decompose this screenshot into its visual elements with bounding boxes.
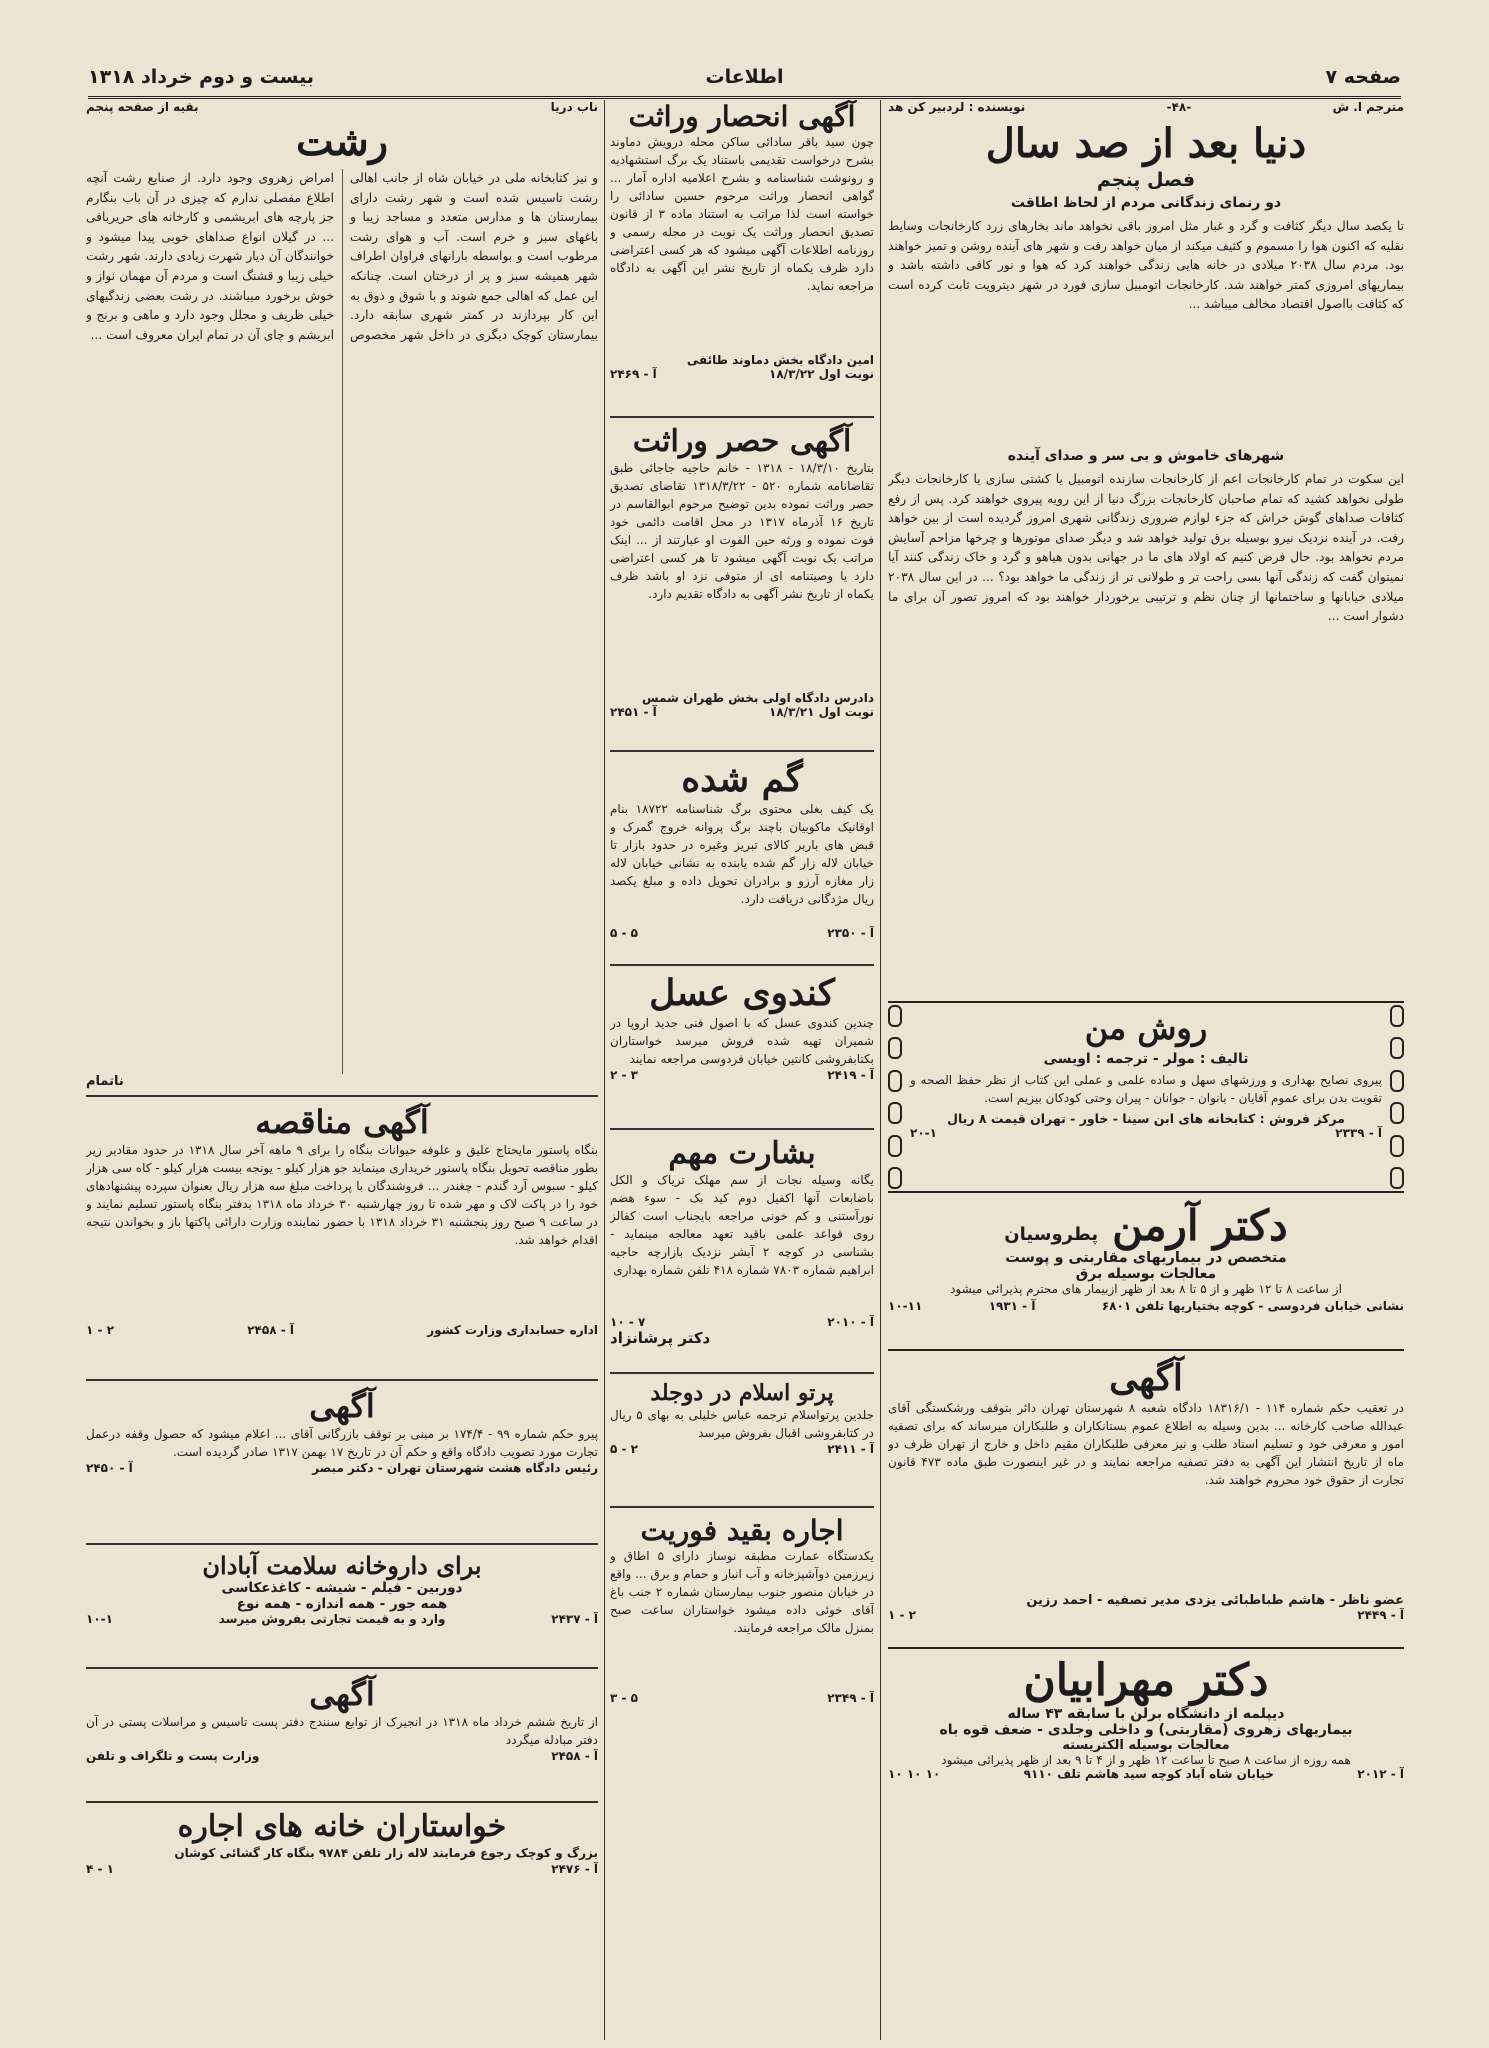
column-right xyxy=(888,100,1404,2040)
ad-line: همه جور - همه اندازه - همه نوع xyxy=(236,1596,448,1612)
ad-code: آ - ۲۳۵۰ ۵ - ۵ xyxy=(610,926,874,940)
article-header xyxy=(86,100,598,114)
ad-code: آ - ۲۴۴۹ ۲ - ۱ xyxy=(888,1608,1404,1622)
ad-surname: پطروسیان xyxy=(1004,1224,1099,1245)
ad-good-news xyxy=(610,1136,874,1366)
column-left xyxy=(86,100,598,2040)
ad-sale-info: مرکز فروش : کتابخانه های ابن سینا - خاور - تهران قیمت ۸ ریال xyxy=(947,1111,1345,1126)
ad-code: اداره حسابداری وزارت کشور آ - ۲۴۵۸ ۲ - ۱ xyxy=(86,1323,598,1337)
ad-line: متخصص در بیماریهای مقاربتی و پوست xyxy=(1005,1250,1287,1266)
ad-text: بنگاه پاستور مایحتاج علیق و علوفه حیوانات بنگاه را برای ۹ ماهه آخر سال ۱۳۱۸ در حدود مقادیر زیر بطور مناقصه تحویل بنگاه پاستور خریداری مینماید جو هزار کیلو - یونجه بیست هزار کیلو - کاه سی هزار کیلو - سبوس آرد گندم - چغندر ... فروشندگان با پرداخت مبلغ سه هزار ریال بعنوان سپرده پیشنهادهای خود را در پاکت لاک و مهر شده تا روز چهارشنبه ۳۰ خرداد ماه ۱۳۱۸ بدفتر بنگاه پاستور تسلیم نمایند و در ساعت ۹ صبح روز پنجشنبه ۳۱ خرداد ۱۳۱۸ با حضور نماینده وزارت دارائی پاکتها باز و بخواندن نتیجه اقدام خواهد شد. xyxy=(86,1143,598,1247)
ad-code: آ - ۲۴۱۹ ۳ - ۲ xyxy=(610,1068,874,1082)
ad-inheritance-2 xyxy=(610,424,874,744)
border-ornament xyxy=(1390,1003,1404,1191)
ad-lost xyxy=(610,758,874,958)
ad-text: در تعقیب حکم شماره ۱۱۴ - ۱۸۳۱۶/۱ دادگاه شعبه ۸ شهرستان تهران دائر بتوقف ورشکستگی آقای عبدالله صاحب کارخانه ... بدین وسیله به اطلاع عموم بستانکاران و طلبکاران میرساند که برای تصفیه امور و معرفی خود و تسلیم اسناد طلب و نیز معرفی طلبکاران مقیم داخل و خارج از تهران ظرف دو ماه از تاریخ انتشار این آگهی به دفتر تصفیه مراجعه نمایند و در غیر اینصورت طبق ماده ۴۷۳ قانون تجارت از حقوق خود محروم خواهند شد. xyxy=(888,1401,1404,1487)
ad-code: آ - ۲۳۳۹ ۲۰-۱ xyxy=(910,1126,1382,1140)
ad-book xyxy=(888,1001,1404,1193)
ad-signature: دکتر پرشانزاد xyxy=(610,1329,711,1347)
ad-doctor-mehrabian xyxy=(888,1655,1404,1815)
ad-line: بیماریهای زهروی (مقاربتی) و داخلی وجلدی - ضعف قوه باه xyxy=(939,1722,1353,1738)
ad-text: یگانه وسیله نجات از سم مهلک تریاک و الکل باضابعات آنها اکفیل دوم کید بک - سوء هضم نورآستنی و کم خونی مراجعه بایجناب است کفالز روی قواعد علمی باقید تعهد معالجه مینماید - بشناسی در کوچه ۲ آبشر نزدیک بازارچه حاجیه ابراهیم شماره ۷۸۰۳ شماره ۴۱۸ تلفن شماره بهداری xyxy=(610,1173,874,1277)
ad-title: آگهی xyxy=(309,1675,375,1713)
ad-doctor-armen xyxy=(888,1201,1404,1351)
ad-tender xyxy=(86,1103,598,1373)
ad-line: معالجات بوسیله برق xyxy=(1075,1266,1217,1282)
ad-title: برای داروخانه سلامت آبادان xyxy=(202,1551,482,1580)
ad-text: بتاریخ ۱۸/۳/۱۰ - ۱۳۱۸ - خانم حاجیه جاجائی طبق تقاضانامه شماره ۵۲۰ - ۱۳۱۸/۳/۲۲ تقاضای تصدیق حصر وراثت نموده بدین توضیح مرحوم ابوالقاسم در تاریخ ۱۶ آذرماه ۱۳۱۷ در محل اقامت دائمی خود فوت نموده و ورثه حین الفوت او عبارتند از ... اینک مراتب یک نوبت آگهی میشود تا هر کسی اعتراضی دارد یا وصیتنامه ای از متوفی نزد او باشد ظرف یکماه از تاریخ نشر آگهی به دادگاه تقدیم دارد. xyxy=(610,461,874,601)
ad-court xyxy=(86,1387,598,1537)
ad-text: بزرگ و کوچک رجوع فرمایند لاله زار تلفن ۹۷۸۴ بنگاه کار گشائی کوشان xyxy=(174,1846,598,1860)
ad-line: دوربین - فیلم - شیشه - کاغذعکاسی xyxy=(221,1580,463,1596)
ad-honey xyxy=(610,972,874,1122)
paper-name: اطلاعات xyxy=(705,66,784,88)
ad-pharmacy xyxy=(86,1551,598,1661)
article-byline xyxy=(888,100,1404,114)
issue-date: بیست و دوم خرداد ۱۳۱۸ xyxy=(88,66,315,88)
ad-text: چون سید باقر سادائی ساکن محله درویش دماوند بشرح درخواست تقدیمی باستناد یک برگ استشهادیه و رونوشت شناسنامه و بشرح اعلامیه اداره آمار ... گواهی انحصار وراثت مرحوم حسین سادائی را خواسته است لذا مراتب به استناد ماده ۳ از قانون تصدیق انحصار وراثت یک نوبت در مجله رسمی و روزنامه اطلاعات آگهی میشود که هر کسی اعتراضی دارد ظرف یکماه از تاریخ نشر این آگهی به دادگاه مراجعه نماید. xyxy=(610,135,874,293)
installment-number: -۴۸- xyxy=(1166,100,1192,114)
ad-code: آ - ۲۴۷۶ ۱ - ۴ xyxy=(86,1862,598,1876)
ad-title: خواستاران خانه های اجاره xyxy=(177,1809,507,1844)
section-heading: شهرهای خاموش و بی سر و صدای آینده xyxy=(1007,448,1285,464)
ad-text: جلدین پرتواسلام ترجمه عباس خلیلی به بهای ۵ ریال در کتابفروشی اقبال بفروش میرسد xyxy=(610,1408,874,1440)
ad-line: معالجات بوسیله الکتریسته xyxy=(1062,1738,1230,1753)
article-title: رشت xyxy=(295,118,389,165)
masthead xyxy=(88,66,1401,99)
ad-title: دکتر آرمن xyxy=(1112,1201,1288,1250)
ad-text: پیرو حکم شماره ۹۹ - ۱۷۴/۴ بر مبنی بر توقف بازرگانی آقای ... اعلام میشود که حصول وقفه درعمل تجارت مورد تصویب دادگاه واقع و حکم آن در تاریخ ۱۷ بهمن ۱۳۱۷ صادر گردیده است. xyxy=(86,1427,598,1459)
ad-post xyxy=(86,1675,598,1795)
ad-code: رئیس دادگاه هشت شهرستان تهران - دکتر مبصر آ - ۲۴۵۰ xyxy=(86,1461,598,1475)
translator: مترجم ا. ش xyxy=(1332,100,1404,114)
ad-title: آگهی انحصار وراثت xyxy=(628,100,856,133)
article-body: تا یکصد سال دیگر کثافت و گرد و غبار مثل امروز باقی نخواهد ماند بخارهای زرد کارخانجات وسایط نقلیه که اکنون هوا را مسموم و کثیف میکند از میان خواهد رفت و شهر های آینده روشن و تمیز خواهند بود. مردم سال ۲۰۳۸ میلادی در خانه هایی زندگی خواهند کرد که هوا و نور کافی داشته باشد و بیماریهای امروزی کمتر خواهند شد. کارخانجات اتومبیل سازی فورد در شهر دیترویت ثابت کرده است که کثافت بااصول اقتصاد مخالف میباشد ... xyxy=(888,219,1404,312)
ad-title: آگهی مناقصه xyxy=(255,1103,429,1141)
ad-rent xyxy=(610,1514,874,1734)
ad-code: آ - ۲۰۱۲ خیابان شاه آباد کوچه سید هاشم تلف ۹۱۱۰ ۱۰ ۱۰ ۱۰ xyxy=(888,1767,1404,1781)
chapter-title: فصل پنجم xyxy=(1096,169,1196,191)
article-body-continued: این سکوت در تمام کارخانجات اعم از کارخانجات سازنده اتومبیل یا کشتی سازی یا کارخانجات دیگر طولی نخواهد کشید که تمام صاحبان کارخانجات بزرگ دنیا از این رویه پیروی خواهند کرد. پس از رفع کثافات صداهای گوش خراش که جزء لوازم ضروری زندگانی شهری امروز گردیده است از بین خواهد رفت. در آینده نزدیک نیرو بوسیله برق تولید خواهد شد و دیگر صدای موتورها و چرخها مزاحم آسایش مردم نخواهد بود. حال فرض کنیم که اولاد های ما در جهانی بدون هیاهو و گرد و خاک زندگی کنند آیا نمیتوان گفت که زندگی آنها بسی راحت تر و طولانی تر از زندگی ما خواهد بود؟ ... در این سال ۲۰۳۸ میلادی خیابانها و ساختمانها از چنان نظم و ترتیبی برخوردار خواهند بود که امروز تصور آن برای ما دشوار است ... xyxy=(888,472,1404,624)
author: نویسنده : لردبیر کن هد xyxy=(888,100,1026,114)
ad-signatures: عضو ناظر - هاشم طباطبائی یزدی مدیر تصفیه - احمد رزین xyxy=(1026,1593,1404,1608)
ad-code: آ - ۲۴۳۷ وارد و به قیمت تجارتی بفروش میرسد ۱۰-۱ xyxy=(86,1612,598,1626)
continued-from: بقیه از صفحه پنجم xyxy=(86,100,199,114)
border-ornament xyxy=(888,1003,902,1191)
ad-liquidation xyxy=(888,1357,1404,1649)
ad-code: آ - ۲۰۱۰ ۷ - ۱۰ xyxy=(610,1315,874,1329)
ad-text: چندین کندوی عسل که با اصول فنی جدید اروپا در شمیران تهیه شده فروش میرسد خواستاران بکتابفروشی کانتین خیابان فردوسی مراجعه نمایند xyxy=(610,1016,874,1066)
ad-text: یکدستگاه عمارت مطبقه نوساز دارای ۵ اطاق و زیرزمین دوآشپزخانه و آب انبار و حمام و برق ... واقع در خیابان منصور جنوب بیمارستان شماره ۲ جنب باغ آقای خوئی داده میشود خواستاران ساعت صبح بمنزل مالک مراجعه فرمایند. xyxy=(610,1549,874,1635)
ad-inheritance xyxy=(610,100,874,410)
ad-code: آ - ۲۴۱۱ ۲ - ۵ xyxy=(610,1442,874,1456)
section-label: ناب دریا xyxy=(550,100,598,114)
ad-title: آگهی حصر وراثت xyxy=(632,424,852,459)
article-body: و نیز کتابخانه ملی در خیابان شاه از جانب اهالی رشت تاسیس شده است و شهر رشت دارای بیمارستان ها و مدارس متعدد و مساجد زیبا و باغهای سبز و خرم است. آب و هوای رشت مرطوب است و بواسطه بارانهای فراوان اطراف شهر همیشه سبز و پر از درختان است. چنانکه این عمل که اهالی جمع شوند و با شوق و ذوق به این کار بپردازند در کمتر شهری سابقه دارد. بیمارستان کوچک دیگری در داخل شهر مخصوص امراض زهروی وجود دارد. از صنایع رشت آنچه اطلاع مفصلی ندارم که چیزی در آن باب بنگارم جز پارچه های ابریشمی و کارخانه های حریربافی ... در گیلان انواع صداهای خوبی پیدا میشود و خوانندگان آن دیار شهرت زیادی دارند. شهر رشت خیلی زیبا و قشنگ است و مردم آن مهمان نواز و خوش برخورد میباشند. در رشت بعضی زندگیهای خیلی ظریف و مجلل وجود دارد و ماهی و برنج و ابریشم و چای آن در تمام ایران معروف است ... xyxy=(86,171,598,342)
column-middle xyxy=(610,100,874,2040)
ad-title: آگهی xyxy=(309,1387,375,1425)
ad-title: بشارت مهم xyxy=(668,1136,816,1171)
ad-code: نوبت اول ۱۸/۳/۲۲ آ - ۲۴۶۹ xyxy=(610,367,874,381)
article-title: دنیا بعد از صد سال xyxy=(985,120,1307,167)
article-subtitle: دو رنمای زندگانی مردم از لحاظ اطاقت xyxy=(1010,195,1282,211)
ad-book-islam xyxy=(610,1380,874,1500)
ad-line: دیپلمه از دانشگاه برلن با سابقه ۴۳ ساله xyxy=(1007,1706,1285,1722)
ad-title: اجاره بقید فوریت xyxy=(640,1514,844,1547)
page-number: صفحه ۷ xyxy=(1325,66,1401,88)
ad-signature: دادرس دادگاه اولی بخش طهران شمس xyxy=(642,691,874,705)
ad-line: همه روزه از ساعت ۸ صبح تا ساعت ۱۲ ظهر و از ۴ تا ۹ بعد از ظهر پذیرائی میشود xyxy=(941,1753,1351,1767)
ad-rental-houses xyxy=(86,1809,598,1909)
ad-signature: امین دادگاه بخش دماوند طائفی xyxy=(686,353,874,367)
ad-text: از تاریخ ششم خرداد ماه ۱۳۱۸ در انجیرک از توابع سنندج دفتر پست تاسیس و مراسلات پستی در آن دفتر مبادله میگردد xyxy=(86,1715,598,1747)
column-rule xyxy=(880,100,881,2040)
ad-title: گم شده xyxy=(681,758,803,800)
ad-title: پرتو اسلام در دوجلد xyxy=(650,1380,834,1406)
ad-code: آ - ۲۳۴۹ ۵ - ۳ xyxy=(610,1691,874,1705)
ad-title: روش من xyxy=(1084,1009,1208,1047)
ad-title: کندوی عسل xyxy=(649,972,835,1014)
column-rule xyxy=(604,100,605,2040)
ad-title: دکتر مهرابیان xyxy=(1023,1655,1269,1706)
to-be-continued: ناتمام xyxy=(86,1074,124,1089)
ad-text: یک کیف بغلی محتوی برگ شناسنامه ۱۸۷۲۲ بنام اوقانیک ماکوبیان باچند برگ پروانه خروج گمرک و قبض های باربر کالای تبریز وغیره در حدود بازار تا خیابان لاله زار گم شده یابنده به نشانی خیابان لاله زار مغازه آرزو و برادران تحویل داده و مبلغ یکصد ریال مژدگانی دریافت دارد. xyxy=(610,802,874,906)
ad-credits: تالیف : مولر - ترجمه : اویسی xyxy=(1043,1051,1249,1067)
ad-code: نشانی خیابان فردوسی - کوچه بختیاریها تلفن ۶۸۰۱ آ - ۱۹۳۱ ۱۰-۱۱ xyxy=(888,1299,1404,1313)
ad-title: آگهی xyxy=(1109,1357,1183,1399)
ad-text: پیروی نصایح بهداری و ورزشهای سهل و ساده علمی و عملی این کتاب از نظر حفظ الصحه و تقویت بدن برای عموم آقایان - بانوان - جوانان - پیران وحتی کودکان بیزیم است. xyxy=(910,1073,1382,1105)
ad-line: از ساعت ۸ تا ۱۲ ظهر و از ۵ تا ۸ بعد از ظهر ازبیمار های محترم پذیرائی میشود xyxy=(950,1282,1342,1296)
ad-code: نوبت اول ۱۸/۳/۲۱ آ - ۲۴۵۱ xyxy=(610,705,874,719)
ad-code: آ - ۲۴۵۸ وزارت پست و تلگراف و تلفن xyxy=(86,1749,598,1763)
